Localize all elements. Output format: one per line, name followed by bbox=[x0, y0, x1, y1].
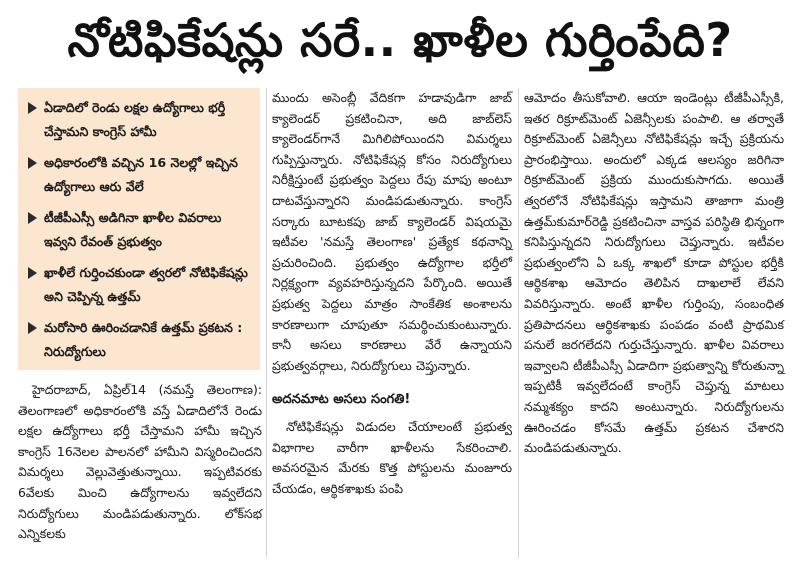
highlight-item: మరోసారి ఊరించడానికే ఉత్తమ్ ప్రకటన : నిరుద్యోగులు bbox=[28, 316, 254, 364]
headline: నోటిఫికేషన్లు సరే.. ఖాళీల గుర్తింపేది? bbox=[67, 13, 733, 67]
highlight-item: ఏడాదిలో రెండు లక్షల ఉద్యోగాలు భర్తీ చేస్తామని కాంగ్రెస్ హామీ bbox=[28, 96, 254, 144]
body-paragraph: నోటిఫికేషన్లు విడుదల చేయాలంటే ప్రభుత్వ విభాగాల వారీగా ఖాళీలను సేకరించాలి. అవసరమైన మేరకు కొత్త పోస్టులను మంజూరు చేయడం, ఆర్థికశాఖకు పంపి bbox=[272, 418, 512, 496]
body-paragraph: హైదరాబాద్, ఏప్రిల్14 (నమస్తే తెలంగాణ): తెలంగాణలో అధికారంలోకి వస్తే ఏడాదిలోనే రెండు లక్షల ఉద్యోగాలు భర్తీ చేస్తామని హామీ ఇచ్చిన కాంగ్రెస్ 16నెలల పాలనలో హామీని విస్మరించిందని విమర్శలు వెల్లువెత్తుతున్నాయి. ఇప్పటివరకు 6వేలకు మించి ఉద్యోగాలను ఇవ్వలేదని నిరుద్యోగులు మండిపడుతున్నారు. లోక్‌సభ ఎన్నికలకు bbox=[18, 382, 262, 542]
body-paragraph: ముందు అసెంబ్లీ వేదికగా హడావుడిగా జాబ్ క్యాలెండర్ ప్రకటించినా, అది జాబ్‌లెస్ క్యాలెండర్‌గానే మిగిలిపోయిందని విమర్శలు గుప్పిస్తున్నారు. నోటిఫికేషన్ల కోసం నిరుద్యోగులు నిరీక్షిస్తుంటే ప్రభుత్వం పెద్దలు రేపు మాపు అంటూ దాటవేస్తున్నారని మండిపడుతున్నారు. కాంగ్రెస్ సర్కారు బూటకపు జాబ్ క్యాలెండర్ విషయమై ఇటీవల 'నమస్తే తెలంగాణ' ప్రత్యేక కథనాన్ని ప్రచురించింది. ప్రభుత్వం ఉద్యోగాల భర్తీలో నిర్లక్ష్యంగా వ్యవహరిస్తున్నదని పేర్కొంది. అయితే ప్రభుత్వ పెద్దలు మాత్రం సాంకేతిక అంశాలను కారణాలుగా చూపుతూ సమర్థించుకుంటున్నారు. కానీ అసలు కారణాలు వేరే ఉన్నాయని ప్రభుత్వవర్గాలు, నిరుద్యోగులు చెప్తున్నారు. bbox=[272, 90, 512, 373]
article-column-2 bbox=[272, 88, 512, 499]
highlight-item: అధికారంలోకి వచ్చిన 16 నెలల్లో ఇచ్చిన ఉద్యోగాలు ఆరు వేలే bbox=[28, 151, 254, 199]
highlight-item: టీజీపీఎస్సీ అడిగినా ఖాళీల వివరాలు ఇవ్వని రేవంత్ ప్రభుత్వం bbox=[28, 206, 254, 254]
article-column-3 bbox=[524, 88, 784, 459]
column-divider bbox=[518, 88, 519, 558]
body-paragraph: ఆమోదం తీసుకోవాలి. ఆయా ఇండెంట్లు టీజీపీఎస్సీకి, ఇతర రిక్రూట్‌మెంట్ ఏజెన్సీలకు పంపాలి. ఆ తర్వాతే రిక్రూట్‌మెంట్ ఏజెన్సీలు నోటిఫికేషన్లు ఇచ్చే ప్రక్రియను ప్రారంభిస్తాయి. అందులో ఎక్కడ ఆలస్యం జరిగినా రిక్రూట్‌మెంట్ ప్రక్రియ ముందుకుసాగదు. అయితే త్వరలోనే నోటిఫికేషన్లు ఇస్తామని తాజాగా మంత్రి ఉత్తమ్‌కుమార్‌రెడ్డి ప్రకటించినా వాస్తవ పరిస్థితి భిన్నంగా కనిపిస్తున్నదని నిరుద్యోగులు చెప్తున్నారు. ఇటీవల ప్రభుత్వంలోని ఏ ఒక్క శాఖలో కూడా పోస్టుల భర్తీకి ఆర్థికశాఖ ఆమోదం తెలిపిన దాఖలాలే లేవని వివరిస్తున్నారు. అంటే ఖాళీల గుర్తింపు, సంబంధిత ప్రతిపాదనలు ఆర్థికశాఖకు పంపడం వంటి ప్రాథమిక పనులే జరగలేదని గుర్తుచేస్తున్నారు. ఖాళీల వివరాలు ఇవ్వాలని టీజీపీఎస్సీ ఏడాదిగా ప్రభుత్వాన్ని కోరుతున్నా ఇప్పటికీ ఇవ్వలేదంటే కాంగ్రెస్ చెప్తున్న మాటలు నమ్మశక్యం కాదని అంటున్నారు. నిరుద్యోగులను ఊరించడం కోసమే ఉత్తమ్ ప్రకటన చేశారని మండిపడుతున్నారు. bbox=[524, 90, 784, 456]
highlights-box bbox=[18, 88, 260, 370]
highlight-item: ఖాళీలే గుర్తించకుండా త్వరలో నోటిఫికేషన్లు అని చెప్పిన్న ఉత్తమ్ bbox=[28, 261, 254, 309]
column-divider bbox=[266, 88, 267, 558]
subheading: అదనమాట అసలు సంగతి! bbox=[272, 392, 411, 408]
highlights-list bbox=[18, 88, 260, 364]
article-column-1 bbox=[18, 380, 262, 545]
